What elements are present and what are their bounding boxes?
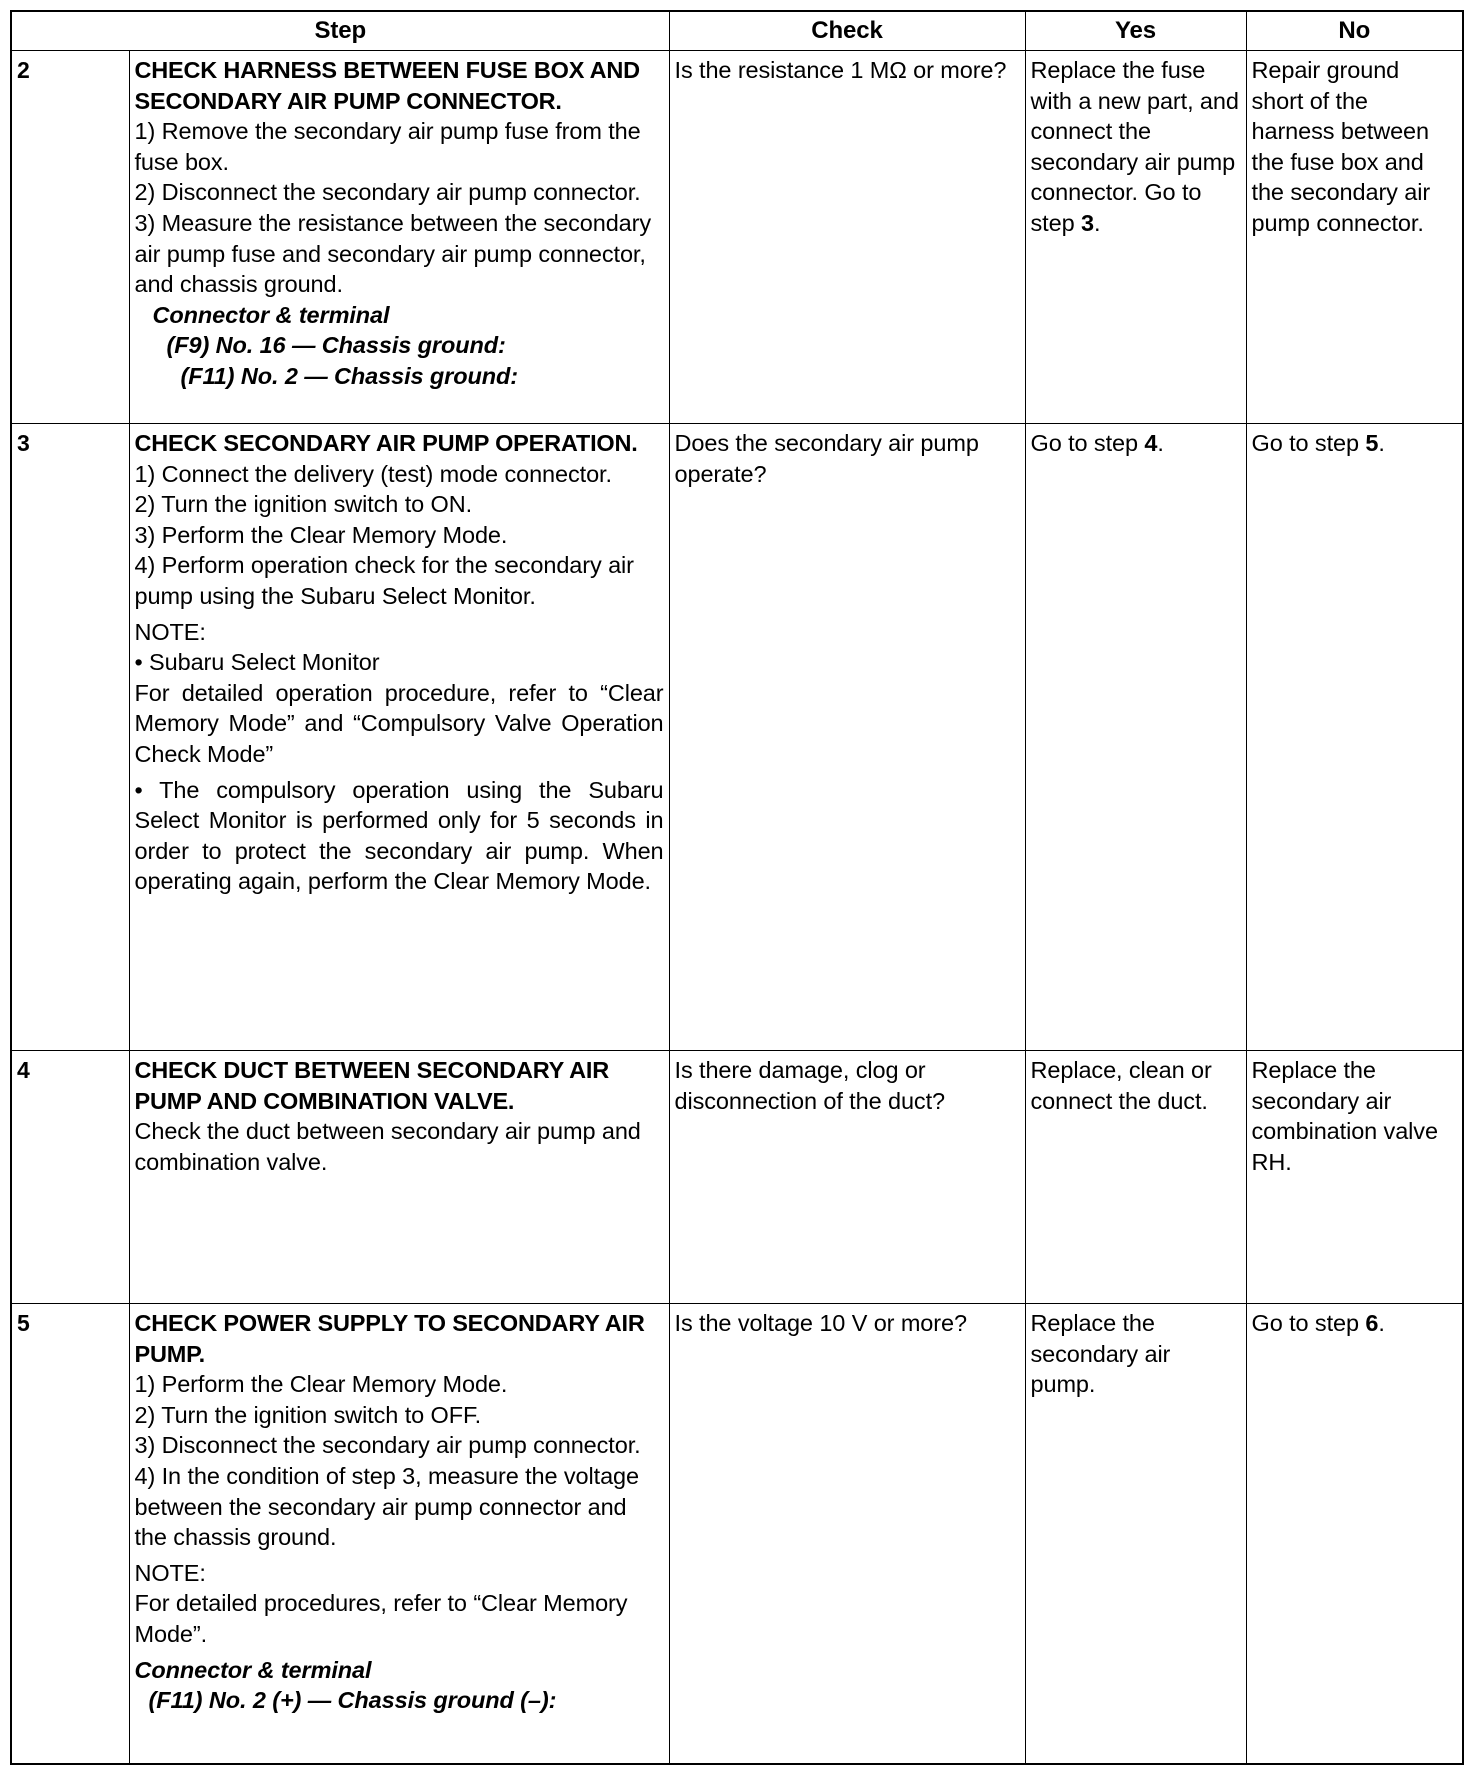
step-ref: 4 bbox=[1144, 430, 1158, 456]
step-ref: 3 bbox=[1080, 209, 1094, 236]
note-label: NOTE: bbox=[134, 618, 206, 645]
table-row bbox=[11, 424, 1463, 1051]
yes-cell: Replace, clean or connect the duct. bbox=[1025, 1051, 1246, 1304]
step-description bbox=[129, 1051, 669, 1304]
step-number: 2 bbox=[11, 51, 129, 424]
header-no: No bbox=[1246, 11, 1463, 51]
table-row bbox=[11, 1051, 1463, 1304]
step-description bbox=[129, 51, 669, 424]
step-instruction: 3) Measure the resistance between the secondary air pump fuse and secondary air pump connector, and chassis ground. bbox=[134, 209, 652, 298]
yes-cell: Replace the fuse with a new part, and connect the secondary air pump connector. Go to step 3. bbox=[1025, 51, 1246, 424]
step-number: 5 bbox=[11, 1304, 129, 1765]
step-instruction: 1) Connect the delivery (test) mode connector. bbox=[134, 460, 612, 487]
no-cell: Replace the secondary air combination valve RH. bbox=[1246, 1051, 1463, 1304]
diagnostic-table bbox=[10, 10, 1464, 1765]
no-cell: Repair ground short of the harness between the fuse box and the secondary air pump connector. bbox=[1246, 51, 1463, 424]
connector-terminal: (F11) No. 2 (+) — Chassis ground (–): bbox=[148, 1687, 557, 1714]
yes-cell: Go to step 4. bbox=[1025, 424, 1246, 1051]
step-instruction: 4) In the condition of step 3, measure the voltage between the secondary air pump connector and the chassis ground. bbox=[134, 1462, 639, 1551]
check-cell: Is there damage, clog or disconnection of the duct? bbox=[669, 1051, 1025, 1304]
table-row bbox=[11, 1304, 1463, 1765]
step-title: CHECK POWER SUPPLY TO SECONDARY AIR PUMP. bbox=[134, 1310, 645, 1367]
step-instruction: 1) Perform the Clear Memory Mode. bbox=[134, 1371, 508, 1398]
step-instruction: 3) Disconnect the secondary air pump connector. bbox=[134, 1432, 641, 1459]
connector-terminal: (F9) No. 16 — Chassis ground: bbox=[166, 332, 506, 359]
note-text: For detailed procedures, refer to “Clear Memory Mode”. bbox=[134, 1590, 628, 1647]
step-instruction: 1) Remove the secondary air pump fuse from the fuse box. bbox=[134, 118, 641, 175]
table-row bbox=[11, 51, 1463, 424]
header-check: Check bbox=[669, 11, 1025, 51]
note-label: NOTE: bbox=[134, 1559, 206, 1586]
header-yes: Yes bbox=[1025, 11, 1246, 51]
note-bullet: • Subaru Select Monitor bbox=[134, 649, 380, 676]
step-title: CHECK DUCT BETWEEN SECONDARY AIR PUMP AND COMBINATION VALVE. bbox=[134, 1057, 610, 1114]
step-title: CHECK SECONDARY AIR PUMP OPERATION. bbox=[134, 430, 638, 456]
header-row bbox=[11, 11, 1463, 51]
connector-terminal: (F11) No. 2 — Chassis ground: bbox=[180, 362, 518, 389]
step-instruction: Check the duct between secondary air pump and combination valve. bbox=[134, 1118, 641, 1175]
step-instruction: 2) Disconnect the secondary air pump connector. bbox=[134, 179, 641, 206]
no-cell: Go to step 6. bbox=[1246, 1304, 1463, 1765]
step-instruction: 2) Turn the ignition switch to ON. bbox=[134, 491, 472, 518]
note-bullet: • The compulsory operation using the Subaru Select Monitor is performed only for 5 seconds in order to protect the secondary air pump. When operating again, perform the Clear Memory Mode. bbox=[134, 776, 664, 895]
step-ref: 5 bbox=[1365, 430, 1379, 456]
yes-cell: Replace the secondary air pump. bbox=[1025, 1304, 1246, 1765]
step-number: 3 bbox=[11, 424, 129, 1051]
step-title: CHECK HARNESS BETWEEN FUSE BOX AND SECONDARY AIR PUMP CONNECTOR. bbox=[134, 57, 640, 114]
header-step: Step bbox=[11, 11, 669, 51]
check-cell: Does the secondary air pump operate? bbox=[669, 424, 1025, 1051]
check-cell: Is the voltage 10 V or more? bbox=[669, 1304, 1025, 1765]
step-number: 4 bbox=[11, 1051, 129, 1304]
check-cell: Is the resistance 1 MΩ or more? bbox=[669, 51, 1025, 424]
step-instruction: 3) Perform the Clear Memory Mode. bbox=[134, 521, 508, 548]
connector-label: Connector & terminal bbox=[152, 301, 390, 328]
connector-label: Connector & terminal bbox=[134, 1656, 372, 1683]
step-instruction: 4) Perform operation check for the secondary air pump using the Subaru Select Monitor. bbox=[134, 552, 634, 609]
step-description bbox=[129, 1304, 669, 1765]
step-ref: 6 bbox=[1365, 1310, 1379, 1336]
step-instruction: 2) Turn the ignition switch to OFF. bbox=[134, 1401, 482, 1428]
step-description bbox=[129, 424, 669, 1051]
no-cell: Go to step 5. bbox=[1246, 424, 1463, 1051]
note-text: For detailed operation procedure, refer to “Clear Memory Mode” and “Compulsory Valve Operation Check Mode” bbox=[134, 679, 664, 767]
